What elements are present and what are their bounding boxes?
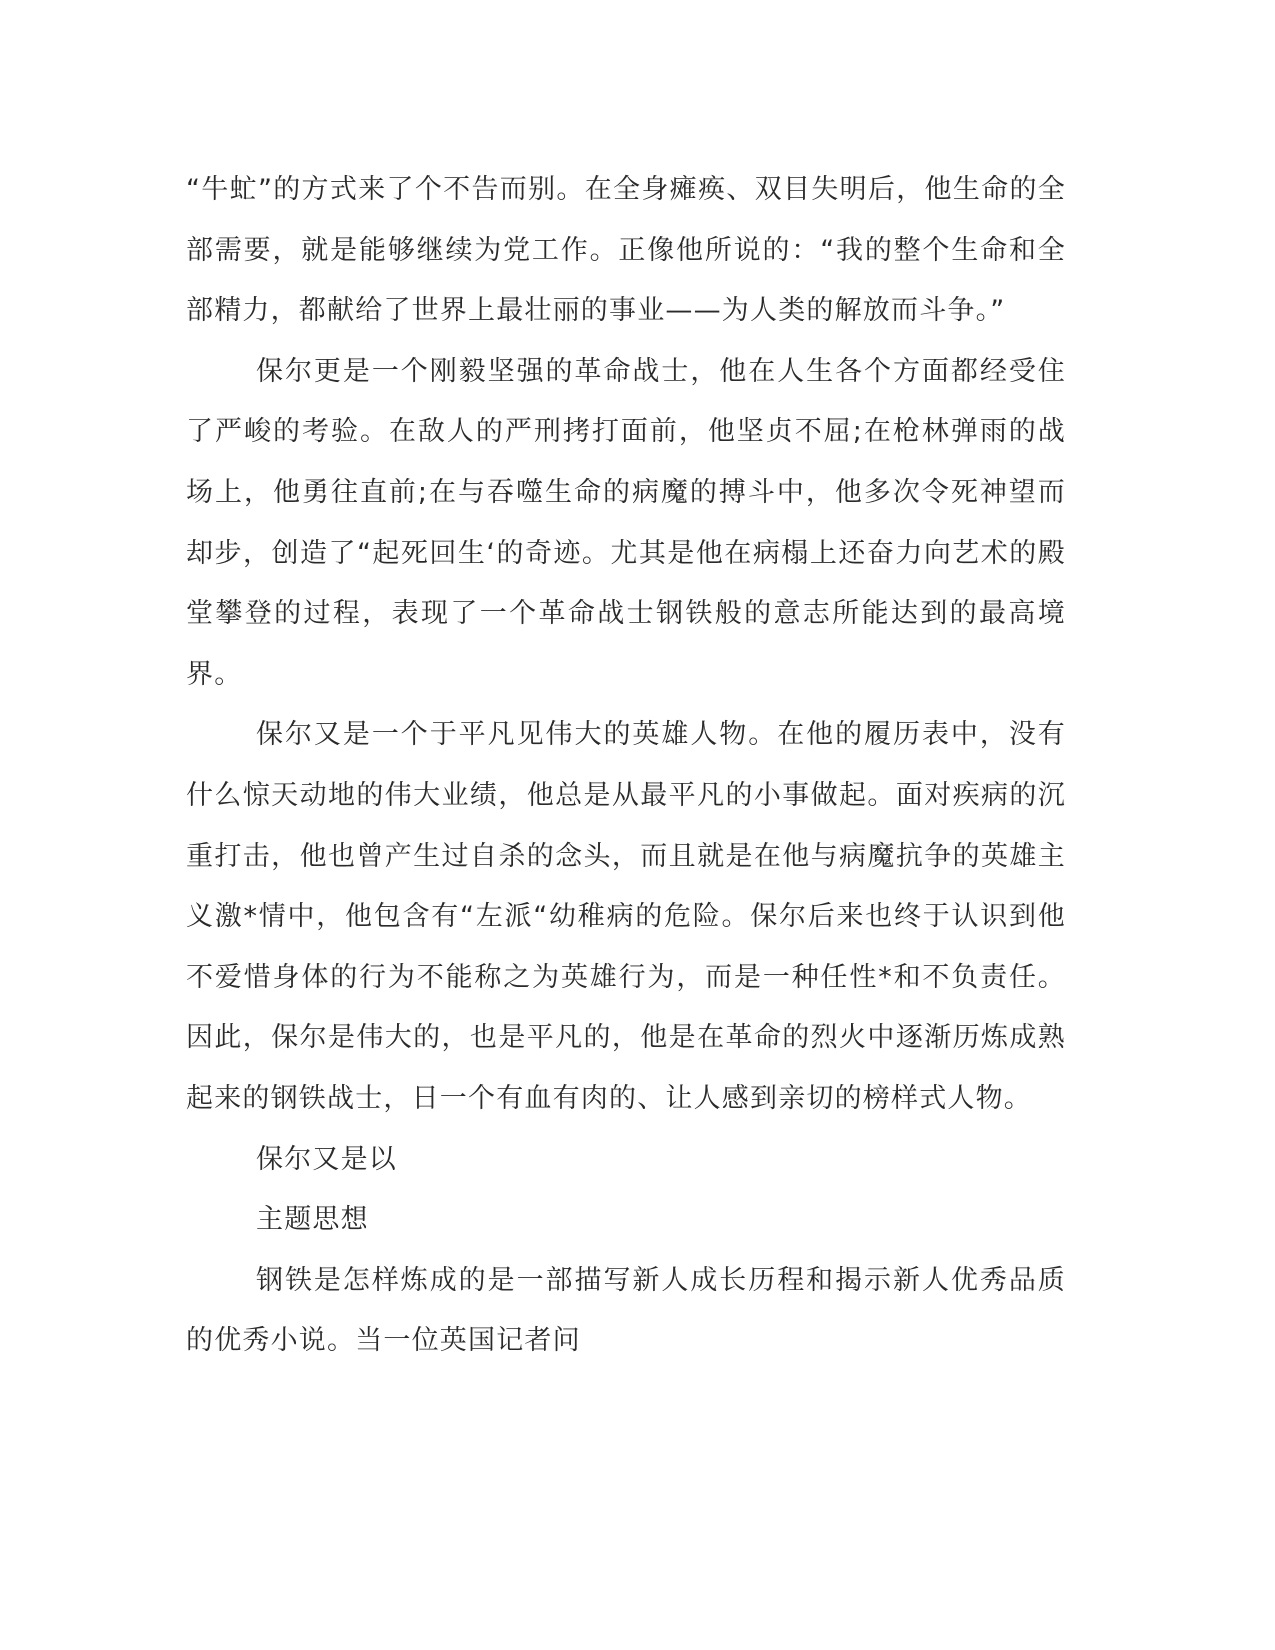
paragraph-1: “牛虻”的方式来了个不告而别。在全身瘫痪、双目失明后，他生命的全部需要，就是能够继续为党工作。正像他所说的：“我的整个生命和全部精力，都献给了世界上最壮丽的事业——为人类的解放而斗争。” (186, 174, 1066, 327)
paragraph-2: 保尔更是一个刚毅坚强的革命战士，他在人生各个方面都经受住了严峻的考验。在敌人的严刑拷打面前，他坚贞不屈;在枪林弹雨的战场上，他勇往直前;在与吞噬生命的病魔的搏斗中，他多次令死神望而却步，创造了“起死回生‘的奇迹。尤其是他在病榻上还奋力向艺术的殿堂攀登的过程，表现了一个革命战士钢铁般的意志所能达到的最高境界。 (186, 355, 1066, 690)
paragraph-5: 钢铁是怎样炼成的是一部描写新人成长历程和揭示新人优秀品质的优秀小说。当一位英国记者问 (186, 1264, 1066, 1357)
section-heading: 主题思想 (256, 1204, 369, 1236)
document-body (186, 160, 1066, 1372)
paragraph-3: 保尔又是一个于平凡见伟大的英雄人物。在他的履历表中，没有什么惊天动地的伟大业绩，他总是从最平凡的小事做起。面对疾病的沉重打击，他也曾产生过自杀的念头，而且就是在他与病魔抗争的英雄主义激*情中，他包含有“左派“幼稚病的危险。保尔后来也终于认识到他不爱惜身体的行为不能称之为英雄行为，而是一种任性*和不负责任。因此，保尔是伟大的，也是平凡的，他是在革命的烈火中逐渐历炼成熟起来的钢铁战士，日一个有血有肉的、让人感到亲切的榜样式人物。 (186, 719, 1066, 1114)
paragraph-4: 保尔又是以 (256, 1143, 397, 1175)
